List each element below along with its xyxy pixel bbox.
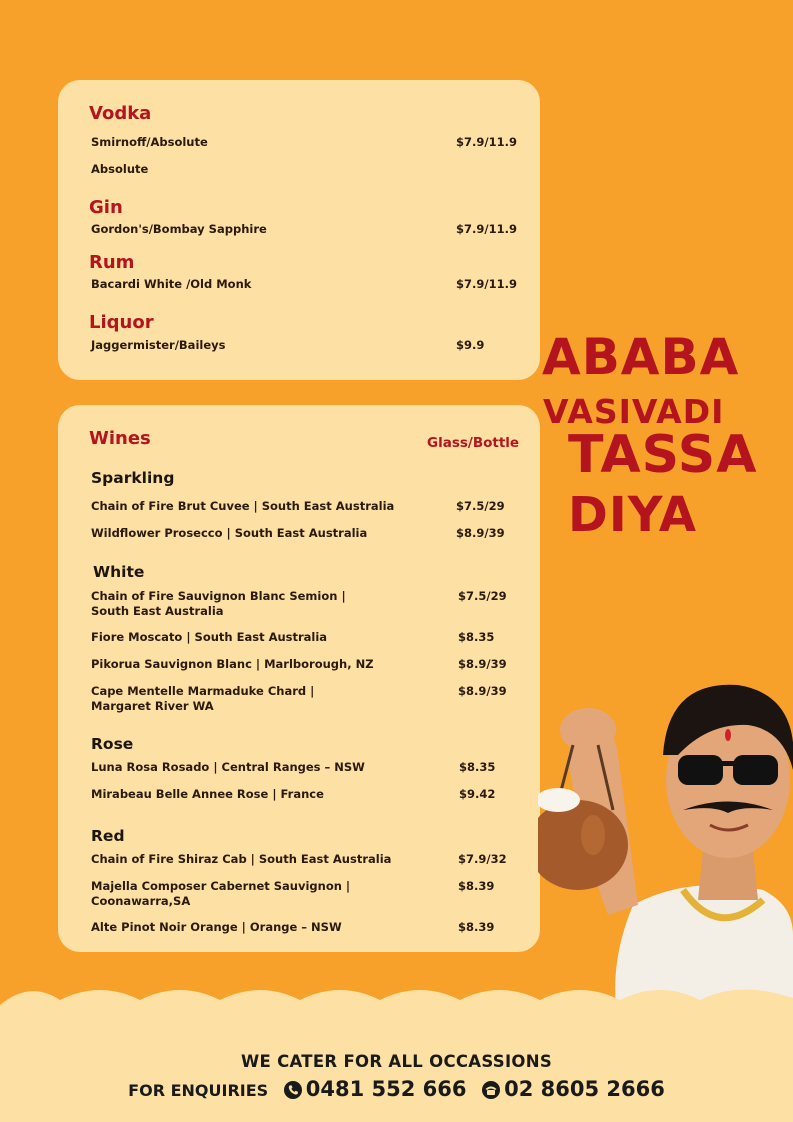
sparkling-item-name: Wildflower Prosecco | South East Australia [91,526,368,540]
gin-item-price: $7.9/11.9 [456,222,517,236]
rose-item-price: $9.42 [459,787,496,801]
vodka-item-name: Smirnoff/Absolute [91,135,208,149]
telephone-icon [482,1081,500,1103]
landline-number[interactable]: 02 8605 2666 [504,1077,665,1101]
red-item-name: Chain of Fire Shiraz Cab | South East Australia [91,852,392,866]
brand-title-line-1: ABABA [542,328,740,386]
sparkling-title: Sparkling [91,469,175,487]
rose-item-name: Mirabeau Belle Annee Rose | France [91,787,324,801]
rose-item-name: Luna Rosa Rosado | Central Ranges – NSW [91,760,365,774]
wines-card [58,405,540,952]
red-item-name: Majella Composer Cabernet Sauvignon | Coonawarra,SA [91,879,351,908]
footer-enquiries [0,1077,793,1103]
enquiries-label: FOR ENQUIRIES [128,1081,269,1100]
vodka-item-price: $7.9/11.9 [456,135,517,149]
brand-title-line-3: TASSA [568,425,758,485]
vodka-title: Vodka [89,103,152,124]
liquor-item-name: Jaggermister/Baileys [91,338,226,352]
mascot-illustration [538,675,793,1020]
white-item-price: $7.5/29 [458,589,507,603]
mobile-number[interactable]: 0481 552 666 [305,1077,467,1101]
red-title: Red [91,827,125,845]
white-item-price: $8.9/39 [458,684,507,698]
white-item-price: $8.9/39 [458,657,507,671]
white-item-name: Cape Mentelle Marmaduke Chard | Margaret River WA [91,684,315,713]
red-item-name: Alte Pinot Noir Orange | Orange – NSW [91,920,342,934]
rose-title: Rose [91,735,134,753]
red-item-price: $8.39 [458,920,495,934]
brand-title-line-4: DIYA [568,487,698,543]
phone-icon [284,1081,302,1103]
red-item-price: $8.39 [458,879,495,893]
white-item-name: Pikorua Sauvignon Blanc | Marlborough, NZ [91,657,374,671]
gin-item-name: Gordon's/Bombay Sapphire [91,222,267,236]
red-item-price: $7.9/32 [458,852,507,866]
wines-heading: Wines [89,428,151,449]
sparkling-item-price: $8.9/39 [456,526,505,540]
gin-title: Gin [89,197,123,218]
white-title: White [93,563,145,581]
liquor-item-price: $9.9 [456,338,485,352]
sparkling-item-price: $7.5/29 [456,499,505,513]
liquor-title: Liquor [89,312,154,333]
rum-item-name: Bacardi White /Old Monk [91,277,252,291]
spirits-card [58,80,540,380]
glass-bottle-label: Glass/Bottle [427,435,520,451]
white-item-price: $8.35 [458,630,495,644]
white-item-name: Chain of Fire Sauvignon Blanc Semion | South East Australia [91,589,346,618]
footer-tagline: WE CATER FOR ALL OCCASSIONS [240,1052,553,1071]
white-item-name: Fiore Moscato | South East Australia [91,630,328,644]
sparkling-item-name: Chain of Fire Brut Cuvee | South East Australia [91,499,395,513]
vodka-item-name: Absolute [91,162,149,176]
rose-item-price: $8.35 [459,760,496,774]
brand-title-line-2: VASIVADI [543,392,725,431]
rum-title: Rum [89,252,135,273]
rum-item-price: $7.9/11.9 [456,277,517,291]
